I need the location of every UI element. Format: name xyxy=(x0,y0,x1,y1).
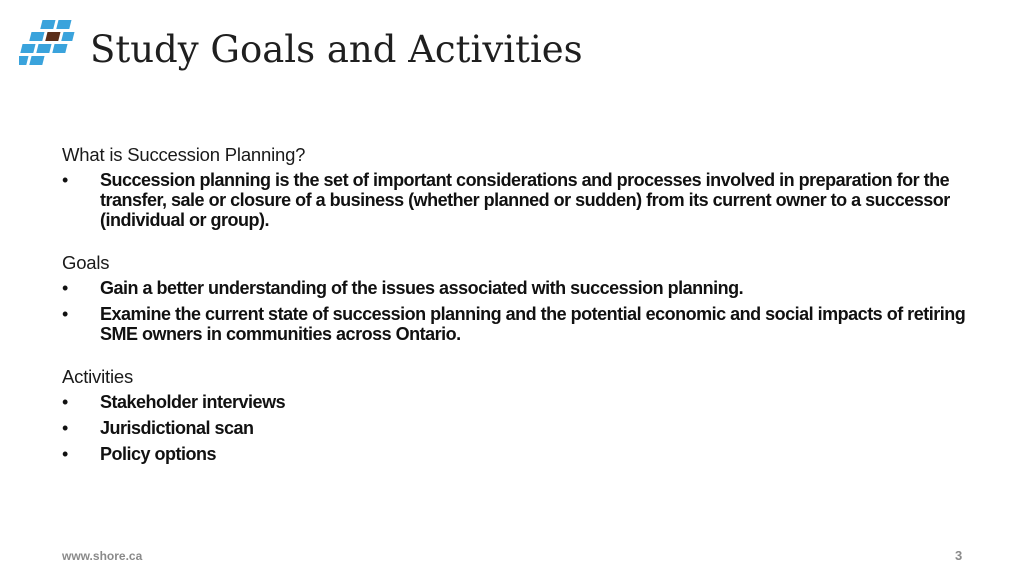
bullet-text: Examine the current state of succession planning and the potential economic and social impacts of retiring SME owners in communities across Ontario. xyxy=(100,304,966,344)
section-heading: Goals xyxy=(62,252,110,273)
bullet-list xyxy=(62,392,992,464)
section-heading: Activities xyxy=(62,366,133,387)
bullet-item xyxy=(62,392,992,412)
page-number: 3 xyxy=(955,548,963,563)
bullet-text: Succession planning is the set of important considerations and processes involved in preparation for the transfer, sale or closure of a business (whether planned or sudden) from its current owner to a successor (individual or group). xyxy=(100,170,950,230)
footer-url[interactable]: www.shore.ca xyxy=(62,549,143,563)
bullet-text: Policy options xyxy=(100,444,217,464)
bullet-glyph: • xyxy=(62,304,68,324)
section-activities xyxy=(62,366,992,464)
bullet-glyph: • xyxy=(62,278,68,298)
bullet-text: Stakeholder interviews xyxy=(100,392,286,412)
section-succession-planning xyxy=(62,144,992,230)
bullet-list xyxy=(62,278,992,344)
bullet-glyph: • xyxy=(62,170,68,190)
slide-title: Study Goals and Activities xyxy=(90,28,583,71)
bullet-item xyxy=(62,170,992,230)
bullet-item xyxy=(62,418,992,438)
bullet-glyph: • xyxy=(62,418,68,438)
bullet-item xyxy=(62,444,992,464)
bullet-list xyxy=(62,170,992,230)
bullet-glyph: • xyxy=(62,392,68,412)
section-goals xyxy=(62,252,992,344)
section-heading: What is Succession Planning? xyxy=(62,144,306,165)
slide-content xyxy=(62,144,992,486)
bullet-item xyxy=(62,304,992,344)
bullet-item xyxy=(62,278,992,298)
bullet-text: Jurisdictional scan xyxy=(100,418,254,438)
shore-logo-icon xyxy=(19,18,75,68)
bullet-glyph: • xyxy=(62,444,68,464)
bullet-text: Gain a better understanding of the issues associated with succession planning. xyxy=(100,278,744,298)
